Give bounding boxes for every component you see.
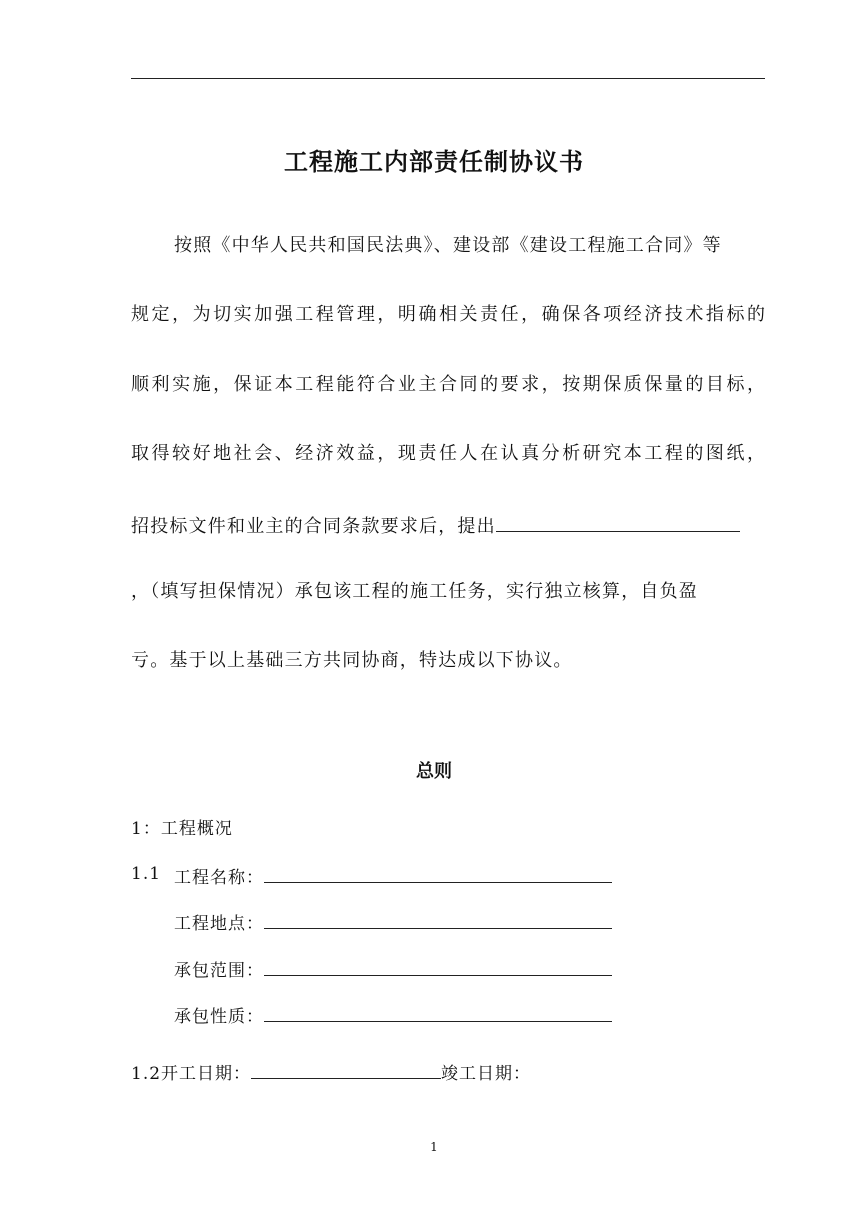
intro-line-2: 规定，为切实加强工程管理，明确相关责任，确保各项经济技术指标的 [131,304,765,325]
project-name-blank[interactable] [264,860,612,883]
document-title: 工程施工内部责任制协议书 [284,147,584,176]
intro-line-6: ，（填写担保情况）承包该工程的施工任务，实行独立核算，自负盈 [131,581,698,602]
field-label: 承包性质： [174,1007,264,1027]
contract-nature-blank[interactable] [264,999,612,1022]
intro-line-3: 顺利实施，保证本工程能符合业主合同的要求，按期保质保量的目标， [131,374,765,395]
field-contract-scope [174,953,612,985]
field-project-location [174,906,612,938]
field-contract-nature [174,999,612,1031]
field-label: 承包范围： [174,961,264,981]
start-date-label: 1.2开工日期： [131,1064,252,1084]
item-1-heading: 1：工程概况 [131,819,233,839]
end-date-label: 竣工日期： [441,1064,532,1084]
guarantee-blank[interactable] [496,509,740,532]
section-title: 总则 [416,761,452,782]
project-location-blank[interactable] [264,906,612,929]
page-number: 1 [430,1140,438,1154]
field-label: 工程地点： [174,914,264,934]
item-1-1-number: 1.1 [131,864,162,884]
intro-line-4: 取得较好地社会、经济效益，现责任人在认真分析研究本工程的图纸， [131,443,765,464]
field-label: 工程名称： [174,868,264,888]
intro-line-5 [131,509,771,541]
intro-line-7: 亏。基于以上基础三方共同协商，特达成以下协议。 [131,650,573,671]
start-date-blank[interactable] [251,1056,441,1079]
field-project-name [174,860,612,892]
header-rule [131,78,765,79]
item-1-2-dates [131,1056,531,1088]
intro-line-1: 按照《中华人民共和国民法典》、建设部《建设工程施工合同》等 [174,235,722,256]
intro-line-5-text: 招投标文件和业主的合同条款要求后，提出 [131,516,496,537]
contract-scope-blank[interactable] [264,953,612,976]
